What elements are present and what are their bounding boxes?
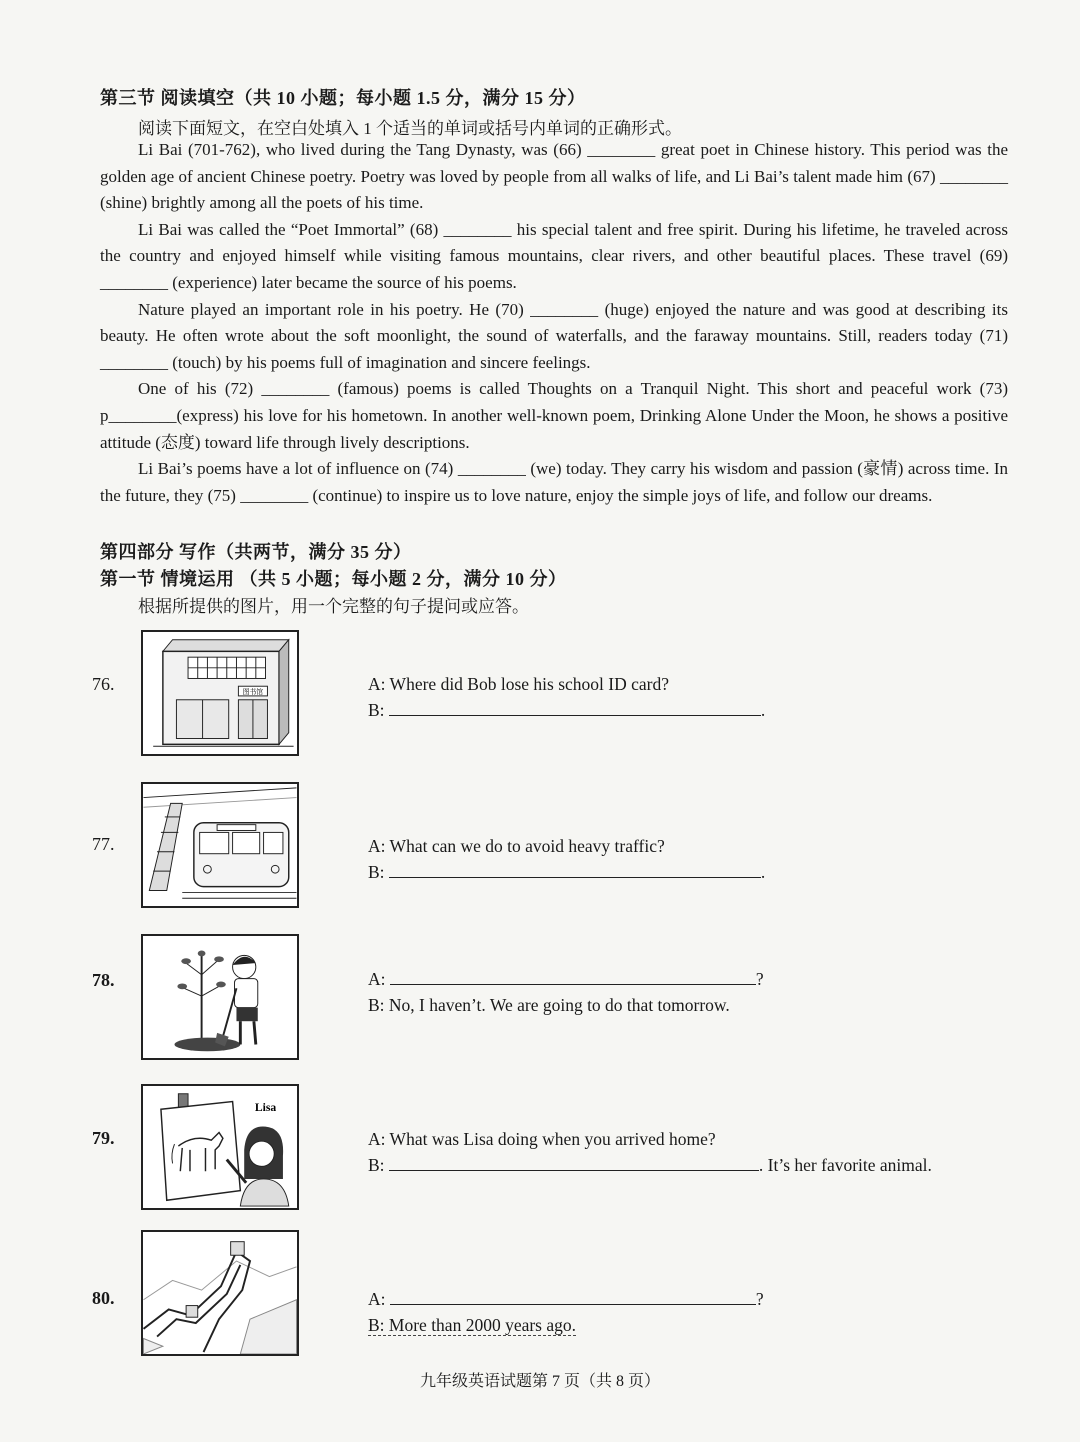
lisa-label: Lisa	[254, 1101, 277, 1115]
answer-end: .	[760, 700, 766, 720]
qa-78	[368, 966, 764, 1018]
library-sign: 图书馆	[242, 687, 264, 696]
answer-b-text: B: More than 2000 years ago.	[368, 1315, 577, 1335]
passage-paragraph: One of his (72) ________ (famous) poems is called Thoughts on a Tranquil Night. This short and peaceful work (73) p________(express) his love for his hometown. In another well-known poem, Drinking Alone Under the Moon, he shows a positive attitude (态度) toward life through lively descriptions.	[100, 379, 1008, 452]
page-footer: 九年级英语试题第 7 页（共 8 页）	[419, 1373, 660, 1390]
subway-picture	[141, 782, 299, 908]
passage-paragraph: Li Bai’s poems have a lot of influence on (74) ________ (we) today. They carry his wisdom and passion (豪情) across time. In the future, they (75) ________ (continue) to inspire us to love nature, enjoy the simple joys of life, and follow our dreams.	[100, 459, 1008, 505]
question-number: 76.	[92, 674, 115, 694]
answer-end: .	[760, 862, 766, 882]
question-number: 77.	[92, 834, 115, 854]
answer-row	[368, 697, 765, 723]
planting-tree-picture	[141, 934, 299, 1060]
question-blank[interactable]	[390, 966, 756, 985]
answer-label: B:	[368, 1155, 385, 1175]
part4-section1-heading: 第一节 情境运用 （共 5 小题；每小题 2 分，满分 10 分）	[100, 569, 567, 589]
reading-passage	[100, 137, 1008, 509]
question-a-text: A: Where did Bob lose his school ID card?	[368, 674, 669, 694]
answer-end: . It’s her favorite animal.	[758, 1155, 932, 1175]
qa-76	[368, 671, 765, 723]
qa-79	[368, 1126, 932, 1178]
answer-blank[interactable]	[389, 1152, 759, 1171]
question-number: 79.	[92, 1128, 115, 1148]
question-number: 78.	[92, 970, 115, 990]
answer-row	[368, 1152, 932, 1178]
answer-blank[interactable]	[389, 697, 761, 716]
qa-80	[368, 1286, 764, 1338]
library-picture	[141, 630, 299, 756]
answer-label: B:	[368, 862, 385, 882]
passage-paragraph: Nature played an important role in his poetry. He (70) ________ (huge) enjoyed the nature and was good at describing its beauty. He often wrote about the soft moonlight, the sound of waterfalls, and the faraway mountains. Still, readers today (71) ________ (touch) by his poems full of imagination and sincere feelings.	[100, 299, 1008, 372]
section3-heading: 第三节 阅读填空（共 10 小题；每小题 1.5 分，满分 15 分）	[100, 88, 586, 108]
answer-label: B:	[368, 700, 385, 720]
great-wall-picture	[141, 1230, 299, 1356]
section3-instruction: 阅读下面短文，在空白处填入 1 个适当的单词或括号内单词的正确形式。	[138, 119, 682, 138]
passage-paragraph: Li Bai was called the “Poet Immortal” (68) ________ his special talent and free spirit. During his lifetime, he traveled across the country and enjoyed himself while visiting famous mountains, clear rivers, and other beautiful places. These travel (69) ________ (experience) later became the source of his poems.	[100, 219, 1008, 292]
question-a-text: A: What was Lisa doing when you arrived home?	[368, 1129, 716, 1149]
question-a-text: A: What can we do to avoid heavy traffic?	[368, 836, 665, 856]
answer-blank[interactable]	[389, 859, 761, 878]
passage-paragraph: Li Bai (701-762), who lived during the Tang Dynasty, was (66) ________ great poet in Chinese history. This period was the golden age of ancient Chinese poetry. Poetry was loved by people from all walks of life, and Li Bai’s talent made him (67) ________ (shine) brightly among all the poets of his time.	[100, 140, 1008, 213]
qa-77	[368, 833, 765, 885]
question-end: ?	[755, 1289, 764, 1309]
question-label: A:	[368, 1289, 386, 1309]
question-label: A:	[368, 969, 386, 989]
question-end: ?	[755, 969, 764, 989]
part4-heading: 第四部分 写作（共两节，满分 35 分）	[100, 542, 412, 562]
answer-b-text: B: No, I haven’t. We are going to do that tomorrow.	[368, 995, 730, 1015]
answer-row	[368, 1286, 764, 1312]
question-blank[interactable]	[390, 1286, 756, 1305]
answer-row	[368, 859, 765, 885]
question-number: 80.	[92, 1288, 115, 1308]
answer-row	[368, 966, 764, 992]
part4-instruction: 根据所提供的图片，用一个完整的句子提问或应答。	[138, 597, 529, 616]
painting-picture	[141, 1084, 299, 1210]
